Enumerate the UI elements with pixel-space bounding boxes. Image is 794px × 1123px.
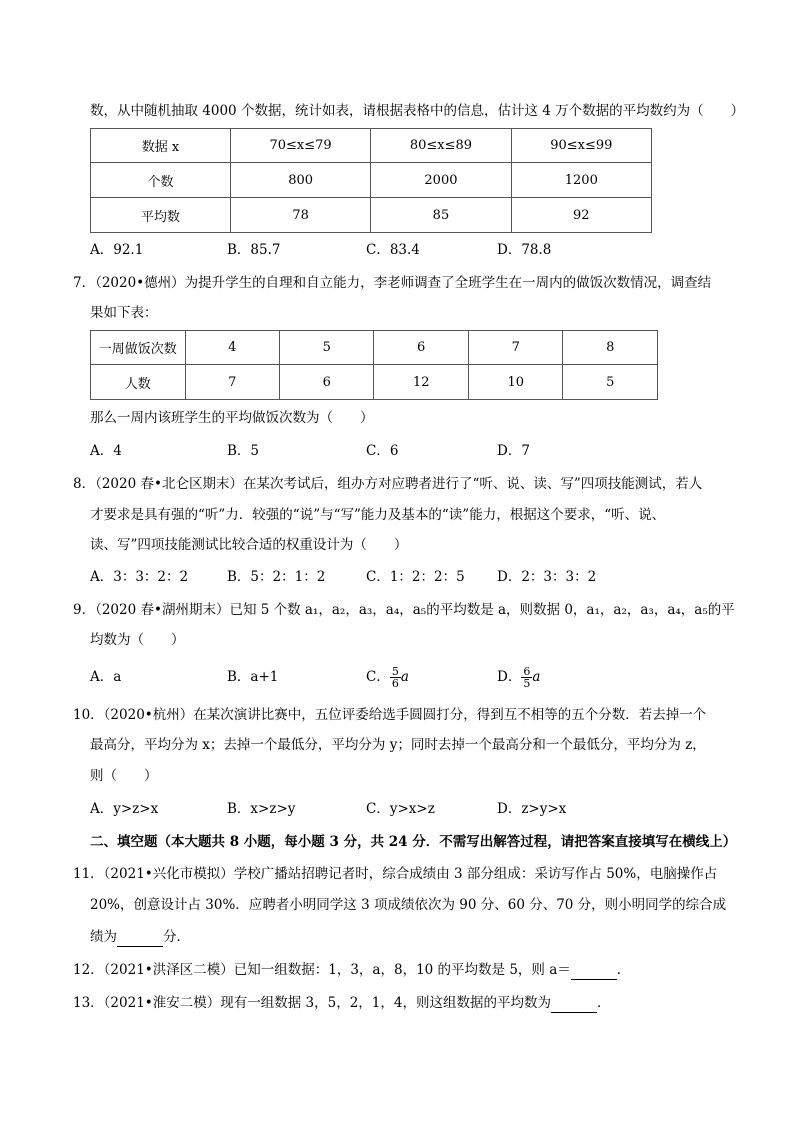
fraction-denominator: 6 (391, 677, 399, 690)
q6-table-cell: 85 (371, 198, 511, 233)
q7-line2: 果如下表： (90, 305, 158, 321)
q12-answer-blank[interactable] (571, 965, 617, 980)
q7-table-cell: 7 (185, 365, 279, 400)
q9-option-c-label: C． (366, 669, 390, 685)
q10-line2: 最高分，平均分为 x；去掉一个最低分，平均分为 y；同时去掉一个最高分和一个最低分，平均分为 z， (90, 737, 706, 753)
q10-line1: 10．（2020•杭州）在某次演讲比赛中，五位评委给选手圆圆打分，得到互不相等的五个分数．若去掉一个 (73, 707, 707, 723)
q7-line1: 7．（2020•德州）为提升学生的自理和自立能力，李老师调查了全班学生在一周内的做饭次数情况，调查结 (73, 275, 712, 291)
fraction-denominator: 5 (523, 677, 531, 690)
q8-option-a: A．3：3：2：2 (90, 569, 189, 585)
q10-option-b: B．x>z>y (227, 801, 296, 817)
q6-table-cell: 2000 (371, 163, 511, 198)
q7-table-cell: 5 (563, 365, 658, 400)
q8-option-d: D．2：3：3：2 (497, 569, 597, 585)
q9-option-d-variable: a (532, 669, 541, 685)
q6-table-cell: 800 (230, 163, 370, 198)
q7-table-cell: 6 (279, 365, 373, 400)
q7-table (90, 330, 658, 400)
q7-table-cell: 10 (468, 365, 563, 400)
q10-option-a: A．y>z>x (90, 801, 159, 817)
q10-line3: 则（ ） (90, 768, 158, 784)
q7-table-cell: 12 (374, 365, 469, 400)
q6-option-a: A．92.1 (90, 242, 144, 258)
q6-table-cell: 92 (511, 198, 651, 233)
q13-line (73, 993, 610, 1013)
q7-option-b: B．5 (227, 443, 260, 459)
q11-line2: 20%，创意设计占 30%．应聘者小明同学这 3 项成绩依次为 90 分、60 分、70 分，则小明同学的综合成 (90, 897, 727, 913)
q11-line3-prefix: 绩为 (90, 929, 117, 945)
q8-option-b: B．5：2：1：2 (227, 569, 326, 585)
q12-text: 12．（2021•洪泽区二模）已知一组数据：1，3，a，8，10 的平均数是 5，则 a＝ (73, 962, 571, 978)
q6-table-cell: 1200 (511, 163, 651, 198)
q12-suffix: ． (616, 962, 631, 978)
q9-option-d-label: D． (497, 669, 522, 685)
q7-option-c: C．6 (366, 443, 399, 459)
q9-line2: 均数为（ ） (90, 632, 185, 648)
q6-header-cell: 70≤x≤79 (230, 129, 370, 163)
q7-table-cell: 6 (374, 331, 469, 365)
q10-option-c: C．y>x>z (366, 801, 435, 817)
q9-option-c-variable: a (400, 669, 409, 685)
q9-line1: 9．（2020 春•湖州期末）已知 5 个数 a₁，a₂，a₃，a₄，a₅的平均数是 a，则数据 0，a₁，a₂，a₃，a₄，a₅的平 (73, 602, 735, 618)
q6-option-c: C．83.4 (366, 242, 420, 258)
q13-text: 13．（2021•淮安二模）现有一组数据 3，5，2，1，4，则这组数据的平均数为 (73, 995, 551, 1011)
q12-line (73, 960, 630, 980)
q8-option-c: C．1：2：2：5 (366, 569, 465, 585)
q7-table-cell: 4 (185, 331, 279, 365)
q9-option-c-fraction (390, 666, 401, 689)
q11-line3 (90, 927, 190, 947)
q11-line1: 11．（2021•兴化市模拟）学校广播站招聘记者时，综合成绩由 3 部分组成：采访写作占 50%，电脑操作占 (73, 866, 718, 882)
q11-answer-blank[interactable] (117, 932, 163, 947)
q13-answer-blank[interactable] (551, 998, 597, 1013)
q7-option-d: D．7 (497, 443, 530, 459)
q6-table-cell: 个数 (91, 163, 231, 198)
fraction-numerator: 5 (391, 665, 399, 678)
q6-header-cell: 90≤x≤99 (511, 129, 651, 163)
q9-option-a: A．a (90, 669, 122, 685)
q7-table-cell: 8 (563, 331, 658, 365)
q7-table-cell: 5 (279, 331, 373, 365)
q7-option-a: A．4 (90, 443, 122, 459)
section2-title: 二、填空题（本大题共 8 小题，每小题 3 分，共 24 分．不需写出解答过程，请把答案直接填写在横线上） (90, 834, 737, 850)
fraction-numerator: 6 (523, 665, 531, 678)
q6-table (90, 128, 652, 233)
q9-option-c (366, 660, 409, 694)
q7-table-cell: 7 (468, 331, 563, 365)
q7-table-cell: 一周做饭次数 (91, 331, 186, 365)
q9-option-d-fraction (521, 666, 532, 689)
q6-option-b: B．85.7 (227, 242, 281, 258)
q8-line2: 才要求是具有强的“听”力．较强的“说”与“写”能力及基本的“读”能力，根据这个要求，“听、说、 (90, 507, 666, 523)
q6-option-d: D．78.8 (497, 242, 552, 258)
q6-stem: 数，从中随机抽取 4000 个数据，统计如表，请根据表格中的信息，估计这 4 万个数据的平均数约为（ ） (90, 103, 745, 119)
q7-line3: 那么一周内该班学生的平均做饭次数为（ ） (90, 410, 374, 426)
q8-line1: 8．（2020 春•北仑区期末）在某次考试后，组办方对应聘者进行了“听、说、读、写”四项技能测试，若人 (73, 476, 703, 492)
q6-header-cell: 80≤x≤89 (371, 129, 511, 163)
q6-header-cell: 数据 x (91, 129, 231, 163)
q9-option-b: B．a+1 (227, 669, 279, 685)
q6-table-cell: 78 (230, 198, 370, 233)
q9-option-d (497, 660, 540, 694)
q10-option-d: D．z>y>x (497, 801, 567, 817)
q8-line3: 读、写”四项技能测试比较合适的权重设计为（ ） (90, 537, 408, 553)
q6-table-cell: 平均数 (91, 198, 231, 233)
q11-line3-suffix: 分． (163, 929, 190, 945)
q13-suffix: ． (596, 995, 611, 1011)
q7-table-cell: 人数 (91, 365, 186, 400)
